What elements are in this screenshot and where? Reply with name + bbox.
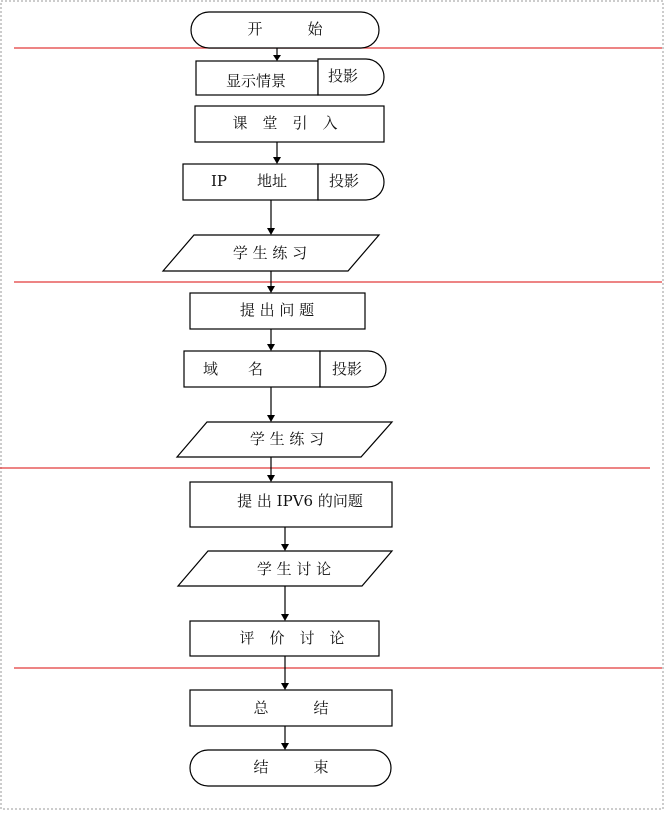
- ipv6-question-label: 提 出 IPV6 的问题: [237, 492, 363, 510]
- practice-io: [163, 235, 379, 271]
- end-terminator: [190, 750, 391, 786]
- class-intro-step: [195, 106, 384, 142]
- question-label: 提 出 问 题: [239, 301, 315, 319]
- situation-step: [196, 61, 318, 95]
- ip-address-label: IP 地址: [210, 172, 288, 190]
- summary-step: [190, 690, 392, 726]
- projection-label: 投影: [328, 172, 360, 190]
- practice-label: 学 生 练 习: [249, 430, 325, 448]
- class-intro-label: 课 堂 引 入: [232, 114, 338, 132]
- discussion-io: [178, 551, 392, 586]
- projection-tag: [320, 351, 386, 387]
- end-label: 结 束: [253, 758, 329, 776]
- projection-tag: [318, 164, 384, 200]
- domain-name-label: 域 名: [202, 360, 264, 378]
- practice-label: 学 生 练 习: [232, 244, 308, 262]
- practice-io: [177, 422, 392, 457]
- question-step: [190, 293, 365, 329]
- projection-label: 投影: [331, 360, 363, 378]
- summary-label: 总 结: [253, 699, 329, 717]
- evaluation-label: 评 价 讨 论: [239, 629, 345, 647]
- ipv6-question-step: [190, 482, 392, 527]
- start-label: 开 始: [247, 20, 323, 38]
- domain-name-step: [184, 351, 320, 387]
- evaluation-step: [190, 621, 379, 656]
- start-terminator: [191, 12, 379, 48]
- projection-label: 投影: [327, 67, 359, 85]
- discussion-label: 学 生 讨 论: [256, 560, 332, 578]
- ip-address-step: [183, 164, 318, 200]
- projection-tag: [318, 59, 384, 95]
- situation-label: 显示情景: [225, 72, 287, 90]
